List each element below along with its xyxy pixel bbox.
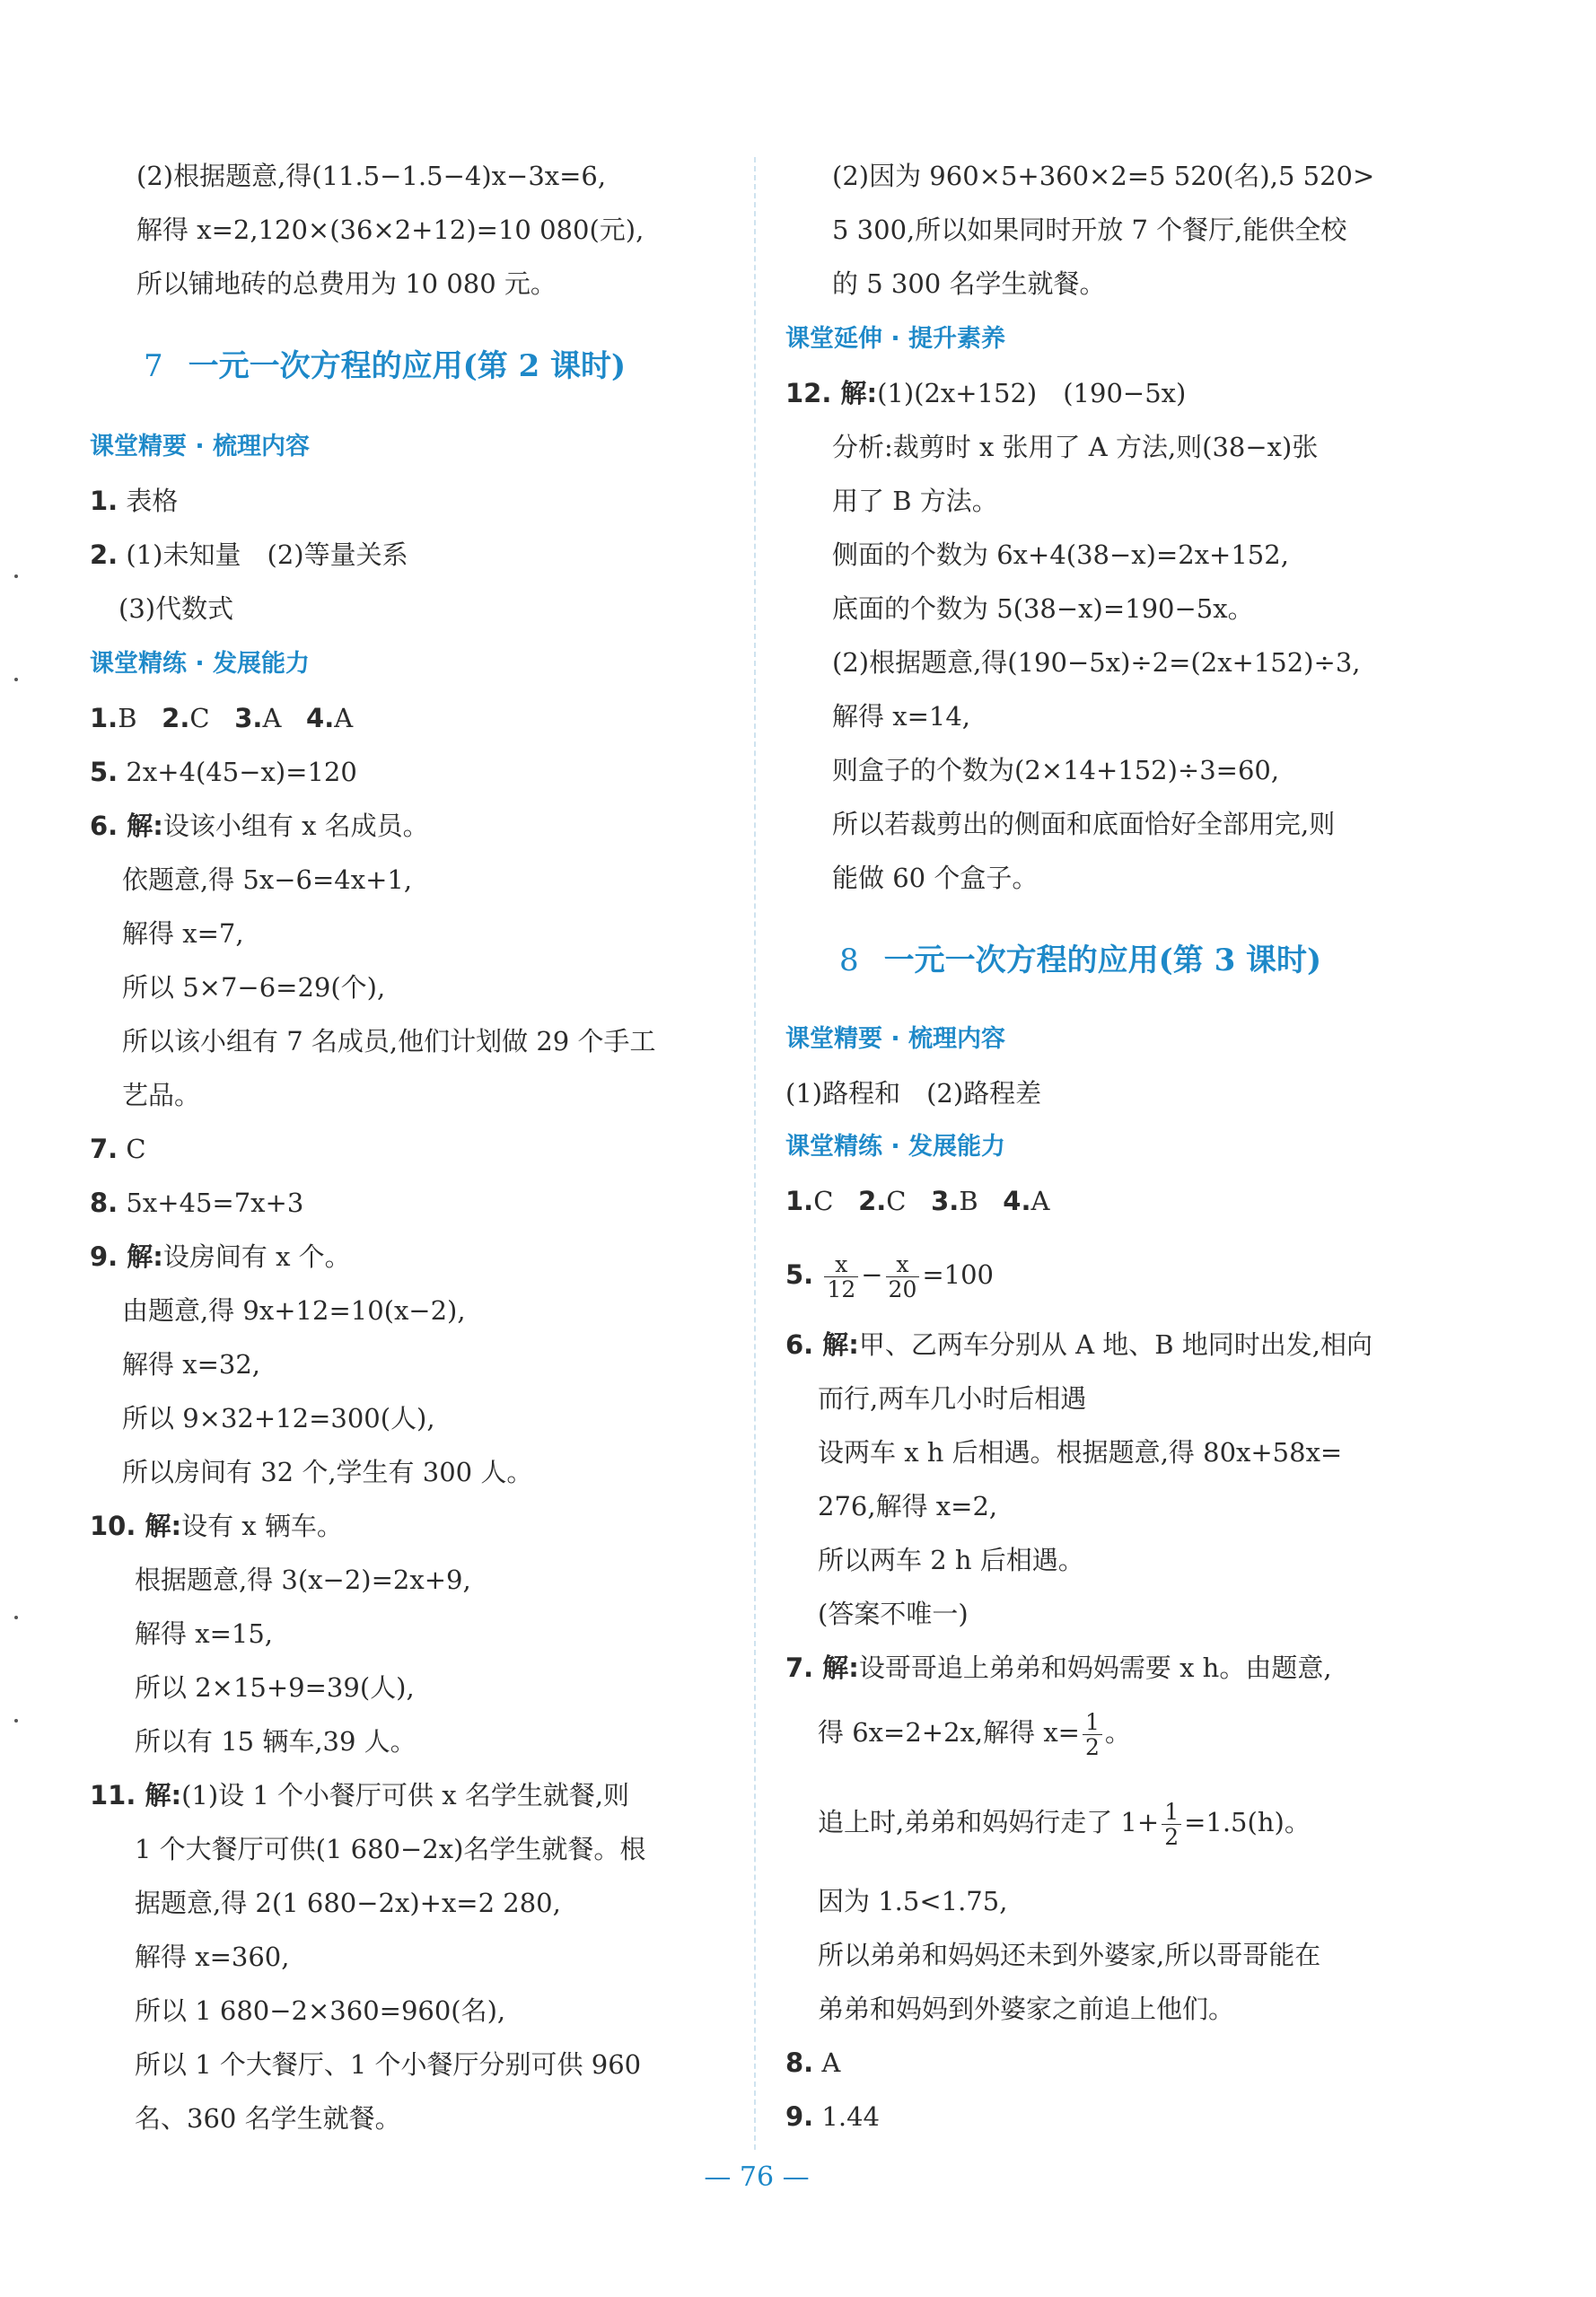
text-line: 弟弟和妈妈到外婆家之前追上他们。: [818, 1994, 1235, 2024]
answer-text: A: [1030, 1186, 1050, 1216]
answer-text: 设哥哥追上弟弟和妈妈需要 x h。由题意,: [858, 1653, 1332, 1683]
answer-text: C: [126, 1134, 146, 1164]
answer-text: 设该小组有 x 名成员。: [162, 811, 429, 841]
answer-text: 设房间有 x 个。: [162, 1241, 351, 1272]
equation-line: [785, 1246, 994, 1303]
chapter-heading-8: [839, 941, 1321, 980]
text-line: 276,解得 x=2,: [818, 1491, 998, 1521]
text-line: 解得 x=2,120×(36×2+12)=10 080(元),: [136, 215, 645, 245]
answer-text: A: [262, 703, 282, 733]
question-number: 1.: [90, 703, 118, 733]
text-line: 所以 1 个大餐厅、1 个小餐厅分别可供 960: [135, 2049, 642, 2080]
answer-text: B: [118, 703, 137, 733]
text-line: 所以该小组有 7 名成员,他们计划做 29 个手工: [122, 1026, 656, 1056]
text-line: 据题意,得 2(1 680−2x)+x=2 280,: [135, 1888, 561, 1918]
denominator: 2: [1084, 1733, 1100, 1760]
answer-text: 甲、乙两车分别从 A 地、B 地同时出发,相向: [858, 1329, 1373, 1360]
question-number: 6. 解:: [785, 1329, 859, 1360]
text-line: (2)因为 960×5+360×2=5 520(名),5 520>: [832, 161, 1375, 191]
text-line: 5 300,所以如果同时开放 7 个餐厅,能供全校: [832, 215, 1347, 245]
question-number: 11. 解:: [90, 1780, 182, 1810]
chapter-title: 一元一次方程的应用(第 3 课时): [883, 942, 1322, 978]
section-heading: 课堂延伸 · 提升素养: [785, 325, 1006, 353]
text-line: 所以 1 680−2×360=960(名),: [135, 1995, 506, 2026]
question-number: 10. 解:: [90, 1511, 182, 1541]
equation-line: [818, 1704, 1131, 1761]
operator: −: [861, 1259, 883, 1290]
text-line: 所以若裁剪出的侧面和底面恰好全部用完,则: [832, 809, 1336, 839]
answer-text: 得 6x=2+2x,解得 x=: [818, 1717, 1080, 1748]
question-number: 12. 解:: [785, 378, 878, 408]
answer-text: A: [821, 2047, 841, 2078]
question-number: 4.: [306, 703, 335, 733]
page-number: [0, 2161, 1513, 2193]
text-line: 解得 x=32,: [122, 1349, 260, 1380]
page-number-dash: —: [704, 2161, 732, 2193]
text-line: 而行,两车几小时后相遇: [818, 1383, 1087, 1414]
text-line: (3)代数式: [118, 593, 234, 624]
answer-text: 1.44: [821, 2101, 880, 2132]
answer-text: 2x+4(45−x)=120: [126, 757, 357, 787]
question-number: 1.: [785, 1186, 814, 1216]
section-heading: 课堂精练 · 发展能力: [90, 650, 311, 678]
question-number: 6. 解:: [90, 811, 163, 841]
chapter-heading-7: [144, 346, 626, 386]
question-number: 7.: [90, 1134, 118, 1164]
text-line: 分析:裁剪时 x 张用了 A 方法,则(38−x)张: [832, 432, 1319, 462]
question-number: 5.: [785, 1259, 814, 1290]
question-number: 2.: [90, 539, 118, 570]
text-line: 解得 x=360,: [135, 1942, 290, 1972]
text-line: 侧面的个数为 6x+4(38−x)=2x+152,: [832, 539, 1289, 570]
answer-text: C: [886, 1186, 907, 1216]
answer-row: [90, 700, 353, 736]
question-number: 9.: [785, 2101, 814, 2132]
margin-dot: [14, 1616, 18, 1619]
text-line: 所以 9×32+12=300(人),: [122, 1403, 435, 1433]
text-line: 所以 2×15+9=39(人),: [135, 1672, 415, 1703]
question-number: 8.: [90, 1188, 118, 1218]
question-number: 2.: [858, 1186, 887, 1216]
text-line: 所以两车 2 h 后相遇。: [818, 1545, 1084, 1575]
numerator: x: [824, 1252, 858, 1277]
fraction: [1083, 1710, 1102, 1759]
question-number: 9. 解:: [90, 1241, 163, 1272]
text-line: (答案不唯一): [818, 1599, 969, 1629]
chapter-title: 一元一次方程的应用(第 2 课时): [188, 348, 627, 384]
answer-text: 5x+45=7x+3: [126, 1188, 304, 1218]
answer-text: B: [959, 1186, 978, 1216]
text-line: 依题意,得 5x−6=4x+1,: [122, 864, 413, 895]
margin-dot: [14, 574, 18, 578]
text-line: (1)路程和 (2)路程差: [785, 1078, 1042, 1109]
answer-text: (1)(2x+152) (190−5x): [877, 378, 1187, 408]
text-line: 用了 B 方法。: [832, 486, 998, 516]
margin-dot: [14, 678, 18, 681]
text-line: 能做 60 个盒子。: [832, 863, 1039, 893]
answer-text: 追上时,弟弟和妈妈行走了 1+: [818, 1807, 1160, 1837]
fraction: [824, 1252, 858, 1302]
text-line: 设两车 x h 后相遇。根据题意,得 80x+58x=: [818, 1437, 1343, 1468]
text-line: 解得 x=14,: [832, 701, 970, 732]
text-line: 艺品。: [122, 1080, 201, 1110]
text-line: 所以 5×7−6=29(个),: [122, 972, 386, 1003]
column-divider: [754, 157, 756, 2150]
denominator: 2: [1164, 1823, 1179, 1850]
chapter-number: 7: [144, 348, 163, 384]
question-number: 5.: [90, 757, 118, 787]
question-number: 3.: [931, 1186, 960, 1216]
answer-text: =1.5(h)。: [1184, 1807, 1311, 1837]
numerator: 1: [1162, 1800, 1181, 1825]
answer-text: (1)设 1 个小餐厅可供 x 名学生就餐,则: [181, 1780, 630, 1810]
page-number-value: 76: [739, 2161, 775, 2193]
text-line: 所以铺地砖的总费用为 10 080 元。: [136, 268, 557, 299]
page-number-dash: —: [782, 2161, 810, 2193]
numerator: x: [886, 1252, 920, 1277]
denominator: 20: [888, 1276, 917, 1302]
text-line: (2)根据题意,得(190−5x)÷2=(2x+152)÷3,: [832, 647, 1361, 678]
section-heading: 课堂精要 · 梳理内容: [785, 1025, 1006, 1053]
chapter-number: 8: [839, 942, 859, 978]
numerator: 1: [1083, 1710, 1102, 1735]
question-number: 1.: [90, 486, 118, 516]
margin-dot: [14, 1719, 18, 1723]
text-line: 的 5 300 名学生就餐。: [832, 268, 1106, 299]
text-line: 所以有 15 辆车,39 人。: [135, 1726, 417, 1757]
fraction: [1162, 1800, 1181, 1849]
text-line: 所以房间有 32 个,学生有 300 人。: [122, 1457, 533, 1487]
text-line: 1 个大餐厅可供(1 680−2x)名学生就餐。根: [135, 1834, 646, 1864]
answer-text: C: [189, 703, 210, 733]
text-line: 底面的个数为 5(38−x)=190−5x。: [832, 593, 1254, 624]
question-number: 8.: [785, 2047, 814, 2078]
text-line: 由题意,得 9x+12=10(x−2),: [122, 1295, 466, 1326]
answer-text: A: [334, 703, 354, 733]
answer-text: C: [813, 1186, 834, 1216]
fraction: [886, 1252, 920, 1302]
text-line: 则盒子的个数为(2×14+152)÷3=60,: [832, 755, 1280, 785]
text-line: 解得 x=15,: [135, 1618, 273, 1649]
text-line: 所以弟弟和妈妈还未到外婆家,所以哥哥能在: [818, 1940, 1321, 1970]
text-line: 名、360 名学生就餐。: [135, 2103, 401, 2134]
text-line: (2)根据题意,得(11.5−1.5−4)x−3x=6,: [136, 161, 607, 191]
question-number: 4.: [1003, 1186, 1031, 1216]
answer-row: [785, 1183, 1049, 1219]
equation-line: [818, 1793, 1311, 1851]
text-line: 解得 x=7,: [122, 918, 244, 949]
denominator: 12: [827, 1276, 856, 1302]
question-number: 7. 解:: [785, 1653, 859, 1683]
answer-text: =100: [922, 1259, 995, 1290]
answer-text: (1)未知量 (2)等量关系: [126, 539, 408, 570]
answer-text: 表格: [126, 486, 179, 516]
answer-text: 设有 x 辆车。: [181, 1511, 343, 1541]
question-number: 3.: [234, 703, 263, 733]
text-line: 根据题意,得 3(x−2)=2x+9,: [135, 1565, 471, 1595]
answer-text: 。: [1104, 1717, 1131, 1748]
section-heading: 课堂精要 · 梳理内容: [90, 433, 311, 460]
text-line: 因为 1.5<1.75,: [818, 1886, 1008, 1916]
question-number: 2.: [162, 703, 190, 733]
section-heading: 课堂精练 · 发展能力: [785, 1133, 1006, 1161]
